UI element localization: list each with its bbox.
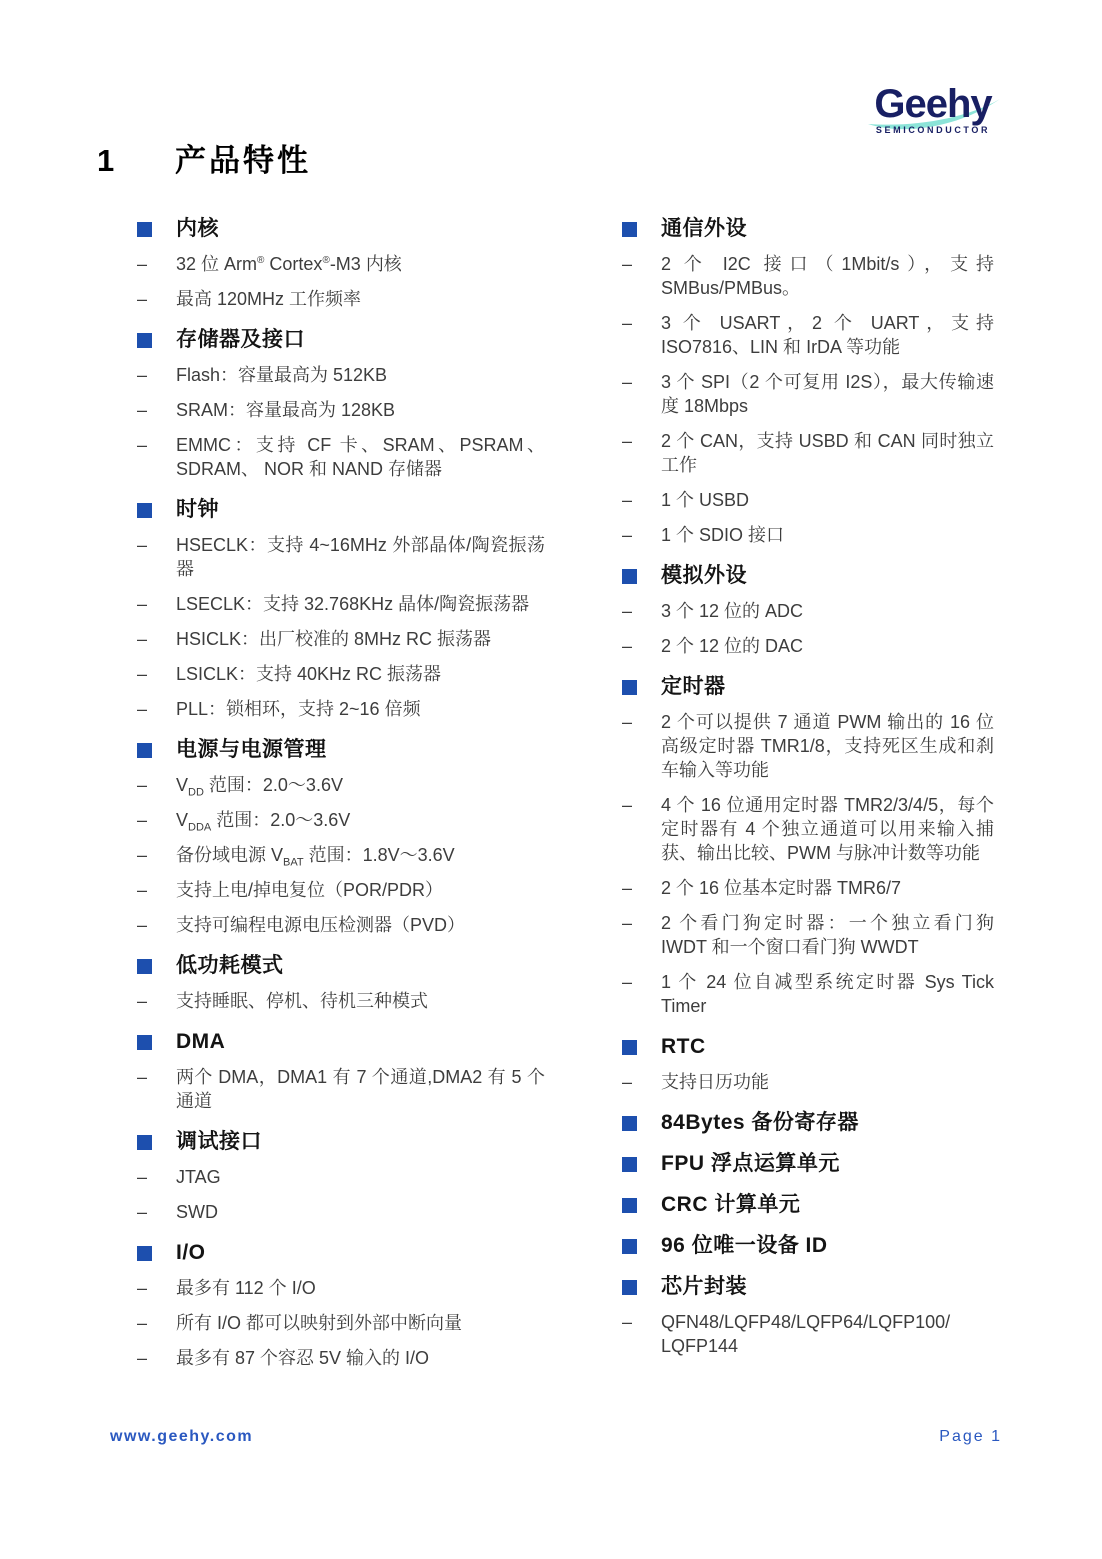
section-header (137, 738, 545, 762)
section-title: 定时器 (661, 675, 726, 698)
feature-item-text: HSECLK：支持 4~16MHz 外部晶体/陶瓷振荡器 (176, 535, 545, 579)
square-bullet-icon (137, 1135, 152, 1150)
column-left (137, 200, 545, 1381)
dash-bullet: – (137, 1067, 148, 1087)
feature-item (622, 911, 994, 959)
feature-item-text: $V_{DD}$ 范围：2.0～3.6V (176, 775, 343, 799)
feature-item (622, 1310, 994, 1358)
feature-section (137, 217, 545, 311)
feature-item-text: 支持上电/掉电复位（POR/PDR） (176, 880, 444, 900)
feature-item (137, 843, 545, 867)
feature-item (137, 287, 545, 311)
section-title: 低功耗模式 (176, 954, 284, 977)
feature-item (137, 1276, 545, 1300)
dash-bullet: – (137, 1348, 148, 1368)
square-bullet-icon (622, 680, 637, 695)
feature-item-text: 备份域电源 $V_{BAT}$ 范围：1.8V～3.6V (176, 845, 455, 869)
dash-bullet: – (137, 365, 148, 385)
feature-section (137, 1241, 545, 1370)
page-title (97, 135, 311, 180)
feature-item (137, 989, 545, 1013)
dash-bullet: – (137, 594, 148, 614)
feature-item (137, 1200, 545, 1224)
feature-item-text: 3 个 12 位的 ADC (661, 601, 804, 621)
feature-item (137, 1165, 545, 1189)
feature-item-text: SRAM：容量最高为 128KB (176, 400, 396, 420)
dash-bullet: – (622, 372, 633, 392)
dash-bullet: – (622, 795, 633, 815)
feature-item-text: 3 个 USART，2 个 UART，支持 ISO7816、LIN 和 IrDA 等功能 (661, 313, 994, 357)
logo-brand-text: Geehy (874, 82, 992, 126)
dash-bullet: – (137, 1313, 148, 1333)
feature-item-text: $V_{DDA}$ 范围：2.0～3.6V (176, 810, 351, 834)
section-title: 84Bytes 备份寄存器 (661, 1111, 859, 1134)
square-bullet-icon (622, 1040, 637, 1055)
feature-item (137, 697, 545, 721)
feature-item (622, 793, 994, 865)
feature-item (622, 429, 994, 477)
feature-item (137, 533, 545, 581)
square-bullet-icon (137, 333, 152, 348)
feature-item-text: LSICLK：支持 40KHz RC 振荡器 (176, 664, 442, 684)
feature-item-text: 支持日历功能 (661, 1072, 769, 1092)
feature-item (137, 1065, 545, 1113)
dash-bullet: – (137, 699, 148, 719)
feature-item-text: EMMC：支持 CF 卡、SRAM、PSRAM、SDRAM、 NOR 和 NAND 存储器 (176, 435, 545, 479)
dash-bullet: – (137, 435, 148, 455)
dash-bullet: – (622, 1072, 633, 1092)
square-bullet-icon (137, 743, 152, 758)
feature-item-text: 2 个 16 位基本定时器 TMR6/7 (661, 878, 902, 898)
square-bullet-icon (137, 503, 152, 518)
feature-item (137, 808, 545, 832)
feature-item-text: SWD (176, 1202, 218, 1222)
section-title-text: 产品特性 (175, 143, 311, 178)
dash-bullet: – (622, 712, 633, 732)
feature-section (622, 1035, 994, 1094)
section-header (622, 1152, 994, 1176)
dash-bullet: – (137, 880, 148, 900)
feature-item-text: 1 个 24 位自减型系统定时器 Sys Tick Timer (661, 972, 994, 1016)
dash-bullet: – (137, 915, 148, 935)
feature-item (137, 252, 545, 276)
feature-item (622, 1070, 994, 1094)
section-header (137, 1030, 545, 1054)
section-header (622, 1193, 994, 1217)
dash-bullet: – (622, 601, 633, 621)
section-title: 芯片封装 (661, 1275, 747, 1298)
square-bullet-icon (622, 1157, 637, 1172)
feature-item-text: PLL：锁相环，支持 2~16 倍频 (176, 699, 421, 719)
feature-section (137, 738, 545, 937)
feature-item (622, 876, 994, 900)
feature-section (137, 1130, 545, 1224)
dash-bullet: – (622, 636, 633, 656)
feature-item (622, 370, 994, 418)
feature-item (622, 488, 994, 512)
dash-bullet: – (622, 972, 633, 992)
feature-section (137, 954, 545, 1013)
feature-item (622, 252, 994, 300)
feature-item-text: JTAG (176, 1167, 221, 1187)
section-header (622, 1234, 994, 1258)
feature-item-text: HSICLK：出厂校准的 8MHz RC 振荡器 (176, 629, 492, 649)
section-header (137, 1241, 545, 1265)
feature-item-text: 最多有 112 个 I/O (176, 1278, 316, 1298)
section-title: 存储器及接口 (176, 328, 305, 351)
geehy-logo (858, 84, 1008, 135)
dash-bullet: – (622, 490, 633, 510)
dash-bullet: – (137, 254, 148, 274)
feature-item-text: 2 个 CAN，支持 USBD 和 CAN 同时独立工作 (661, 431, 994, 475)
feature-item-text: 最高 120MHz 工作频率 (176, 289, 362, 309)
feature-item-text: 所有 I/O 都可以映射到外部中断向量 (176, 1313, 463, 1333)
feature-item (137, 1311, 545, 1335)
square-bullet-icon (622, 1116, 637, 1131)
section-header (622, 1275, 994, 1299)
square-bullet-icon (622, 569, 637, 584)
feature-section (137, 328, 545, 481)
section-header (622, 564, 994, 588)
feature-item (137, 1346, 545, 1370)
feature-item (622, 599, 994, 623)
feature-item (137, 627, 545, 651)
feature-item (137, 592, 545, 616)
section-title: 96 位唯一设备 ID (661, 1234, 828, 1257)
dash-bullet: – (137, 1278, 148, 1298)
feature-section (622, 217, 994, 547)
dash-bullet: – (622, 525, 633, 545)
feature-item-text: 支持睡眠、停机、待机三种模式 (176, 991, 428, 1011)
square-bullet-icon (137, 1246, 152, 1261)
feature-item (622, 710, 994, 782)
section-title: 通信外设 (661, 217, 747, 240)
feature-item (622, 523, 994, 547)
section-title: FPU 浮点运算单元 (661, 1152, 840, 1175)
dash-bullet: – (137, 664, 148, 684)
section-title: CRC 计算单元 (661, 1193, 801, 1216)
section-header (137, 328, 545, 352)
dash-bullet: – (622, 1312, 633, 1332)
section-title: I/O (176, 1241, 206, 1264)
dash-bullet: – (137, 400, 148, 420)
column-right (622, 200, 994, 1381)
feature-item-text: 3 个 SPI（2 个可复用 I2S），最大传输速度 18Mbps (661, 372, 994, 416)
section-number: 1 (97, 143, 115, 178)
feature-item-text: 2 个看门狗定时器：一个独立看门狗 IWDT 和一个窗口看门狗 WWDT (661, 913, 994, 957)
section-title: 调试接口 (176, 1130, 262, 1153)
dash-bullet: – (137, 289, 148, 309)
feature-section (622, 1193, 994, 1217)
feature-section (137, 1030, 545, 1113)
section-header (622, 217, 994, 241)
feature-item-text: 4 个 16 位通用定时器 TMR2/3/4/5，每个定时器有 4 个独立通道可以用来输入捕获、输出比较、PWM 与脉冲计数等功能 (661, 795, 994, 863)
feature-item-text: 32 位 Arm® Cortex®-M3 内核 (176, 254, 402, 274)
feature-item-text: 1 个 SDIO 接口 (661, 525, 785, 545)
feature-item (137, 433, 545, 481)
dash-bullet: – (622, 878, 633, 898)
feature-item (622, 634, 994, 658)
feature-columns (137, 200, 994, 1381)
dash-bullet: – (137, 535, 148, 555)
feature-item-text: 2 个可以提供 7 通道 PWM 输出的 16 位高级定时器 TMR1/8，支持死区生成和刹车输入等功能 (661, 712, 994, 780)
square-bullet-icon (622, 1198, 637, 1213)
feature-item (622, 311, 994, 359)
dash-bullet: – (622, 313, 633, 333)
dash-bullet: – (622, 913, 633, 933)
feature-section (137, 498, 545, 721)
section-header (622, 675, 994, 699)
feature-section (622, 1152, 994, 1176)
dash-bullet: – (137, 1167, 148, 1187)
section-title: 时钟 (176, 498, 219, 521)
dash-bullet: – (622, 431, 633, 451)
feature-item (137, 662, 545, 686)
section-title: 内核 (176, 217, 219, 240)
feature-item (137, 363, 545, 387)
feature-section (622, 564, 994, 658)
square-bullet-icon (137, 1035, 152, 1050)
feature-item-text: Flash：容量最高为 512KB (176, 365, 388, 385)
dash-bullet: – (137, 991, 148, 1011)
square-bullet-icon (622, 1280, 637, 1295)
square-bullet-icon (137, 959, 152, 974)
feature-item-text: 两个 DMA，DMA1 有 7 个通道,DMA2 有 5 个通道 (176, 1067, 545, 1111)
section-header (137, 1130, 545, 1154)
square-bullet-icon (622, 222, 637, 237)
feature-item (622, 970, 994, 1018)
feature-item (137, 878, 545, 902)
feature-item-text: 1 个 USBD (661, 490, 750, 510)
feature-item (137, 398, 545, 422)
feature-section (622, 1234, 994, 1258)
section-title: 模拟外设 (661, 564, 747, 587)
logo-subtitle-text: SEMICONDUCTOR (875, 125, 991, 135)
feature-item-text: LSECLK：支持 32.768KHz 晶体/陶瓷振荡器 (176, 594, 530, 614)
feature-item-text: 2 个 12 位的 DAC (661, 636, 804, 656)
section-title: RTC (661, 1035, 706, 1058)
feature-item (137, 773, 545, 797)
dash-bullet: – (137, 810, 148, 830)
dash-bullet: – (137, 629, 148, 649)
square-bullet-icon (137, 222, 152, 237)
feature-section (622, 1111, 994, 1135)
footer-url[interactable]: www.geehy.com (110, 1428, 254, 1445)
dash-bullet: – (137, 845, 148, 865)
section-header (137, 954, 545, 978)
feature-section (622, 1275, 994, 1358)
dash-bullet: – (137, 1202, 148, 1222)
feature-section (622, 675, 994, 1018)
feature-item-text: 2 个 I2C 接口（1Mbit/s），支持 SMBus/PMBus。 (661, 254, 994, 298)
section-header (622, 1111, 994, 1135)
feature-item (137, 913, 545, 937)
section-title: 电源与电源管理 (176, 738, 327, 761)
section-header (622, 1035, 994, 1059)
dash-bullet: – (137, 775, 148, 795)
section-header (137, 498, 545, 522)
square-bullet-icon (622, 1239, 637, 1254)
page-number: Page 1 (939, 1428, 1002, 1445)
section-title: DMA (176, 1030, 226, 1053)
page-footer (110, 1428, 1002, 1446)
dash-bullet: – (622, 254, 633, 274)
feature-item-text: QFN48/LQFP48/LQFP64/LQFP100/LQFP144 (661, 1312, 951, 1356)
feature-item-text: 最多有 87 个容忍 5V 输入的 I/O (176, 1348, 430, 1368)
feature-item-text: 支持可编程电源电压检测器（PVD） (176, 915, 466, 935)
section-header (137, 217, 545, 241)
